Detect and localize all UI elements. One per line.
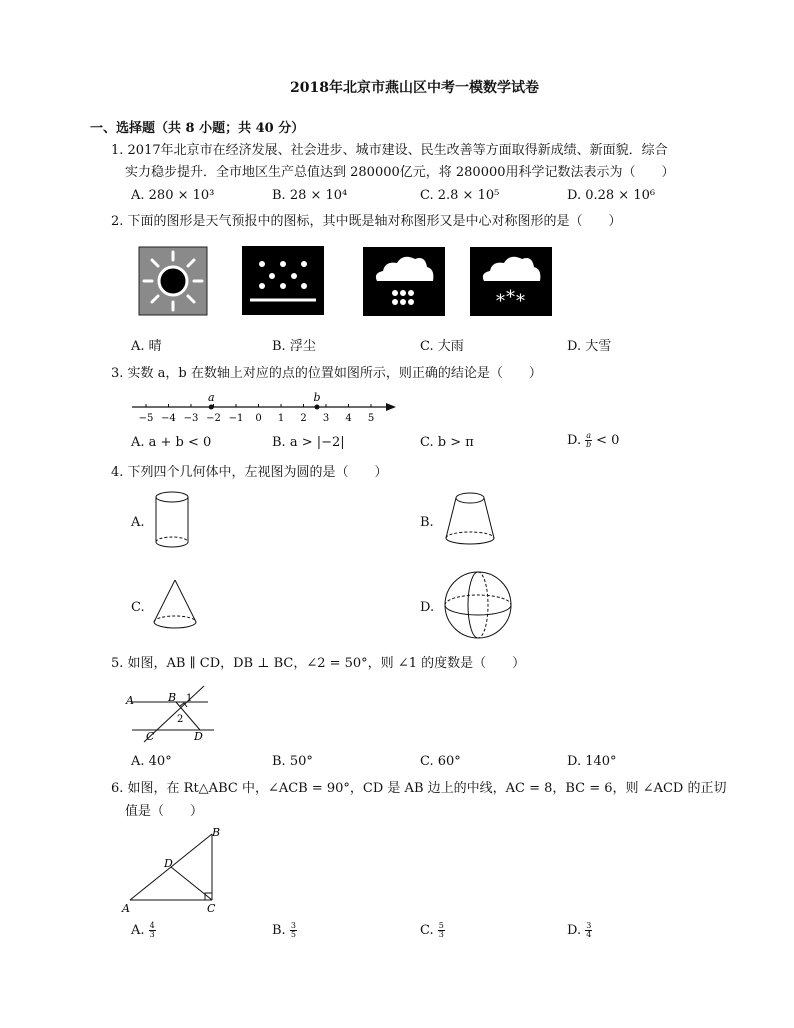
q2-option-c[interactable]: C. 大雨 bbox=[420, 339, 464, 354]
number-line-tick-label: −3 bbox=[183, 413, 199, 424]
q6-label-c: C bbox=[207, 902, 216, 915]
q1-line1: 1. 2017年北京市在经济发展、社会进步、城市建设、民生改善等方面取得新成绩、新面貌．综合 bbox=[111, 143, 668, 158]
svg-text:*: * bbox=[516, 291, 525, 312]
q5-text: 5. 如图，AB ∥ CD，DB ⊥ BC，∠2 = 50°，则 ∠1 的度数是（ ） bbox=[111, 656, 526, 671]
right-triangle-figure bbox=[122, 826, 226, 916]
q4-option-d[interactable]: D. bbox=[420, 600, 435, 615]
q5-label-b: B bbox=[168, 691, 177, 704]
q6-option-c[interactable]: C. $\frac{5}{3}$ bbox=[420, 921, 444, 939]
q3-option-d-fraction: $\frac{a}{b}$ bbox=[586, 431, 592, 449]
svg-text:*: * bbox=[496, 291, 505, 312]
q5-label-angle2: 2 bbox=[177, 714, 184, 725]
number-line-tick-label: 4 bbox=[345, 413, 352, 424]
q4-text: 4. 下列四个几何体中，左视图为圆的是（ ） bbox=[111, 465, 388, 480]
q1-option-d[interactable]: D. 0.28 × 10⁶ bbox=[567, 188, 656, 203]
number-line bbox=[128, 390, 400, 426]
q6-label-b: B bbox=[212, 826, 221, 839]
q3-option-d[interactable] bbox=[567, 432, 619, 449]
q2-option-a[interactable]: A. 晴 bbox=[131, 339, 162, 354]
q6-line1: 6. 如图，在 Rt△ABC 中，∠ACB = 90°，CD 是 AB 边上的中线，AC = 8，BC = 6，则 ∠ACD 的正切 bbox=[111, 781, 727, 796]
q4-option-c[interactable]: C. bbox=[131, 600, 145, 615]
point-a bbox=[209, 405, 214, 410]
number-line-tick-label: 0 bbox=[255, 413, 262, 424]
q3-text: 3. 实数 a，b 在数轴上对应的点的位置如图所示，则正确的结论是（ ） bbox=[111, 366, 542, 381]
svg-text:*: * bbox=[506, 287, 515, 308]
q5-label-c: C bbox=[146, 730, 155, 743]
heavy-rain-icon bbox=[363, 247, 445, 316]
q6-option-b[interactable]: B. $\frac{3}{5}$ bbox=[272, 921, 296, 939]
q4-option-a[interactable]: A. bbox=[131, 515, 145, 530]
q1-option-a[interactable]: A. 280 × 10³ bbox=[131, 188, 215, 203]
q5-label-d: D bbox=[194, 730, 203, 743]
sphere-icon bbox=[442, 570, 514, 640]
q3-option-d-tail: < 0 bbox=[596, 433, 620, 448]
section-heading: 一、选择题（共 8 小题；共 40 分） bbox=[90, 121, 305, 136]
q5-label-a: A bbox=[126, 694, 134, 707]
q6-option-a[interactable]: A. $\frac{4}{3}$ bbox=[131, 921, 155, 939]
q1-option-b[interactable]: B. 28 × 10⁴ bbox=[272, 188, 348, 203]
parallel-lines-figure bbox=[124, 684, 224, 744]
q4-option-b[interactable]: B. bbox=[420, 515, 434, 530]
number-line-tick-label: −5 bbox=[138, 413, 154, 424]
q6-line2: 值是（ ） bbox=[125, 804, 204, 819]
q2-option-d[interactable]: D. 大雪 bbox=[567, 339, 612, 354]
q6-option-d[interactable]: D. $\frac{3}{4}$ bbox=[567, 921, 592, 939]
q3-option-a[interactable]: A. a + b < 0 bbox=[131, 435, 212, 450]
number-line-tick-label: −2 bbox=[206, 413, 221, 424]
page-title: 2018年北京市燕山区中考一模数学试卷 bbox=[290, 80, 539, 96]
q1-line2: 实力稳步提升．全市地区生产总值达到 280000亿元，将 280000用科学记数法表示为（ ） bbox=[125, 165, 675, 180]
frustum-icon bbox=[442, 490, 498, 550]
q5-option-a[interactable]: A. 40° bbox=[131, 754, 172, 769]
q3-option-d-letter: D. bbox=[567, 433, 582, 448]
point-a-label: a bbox=[207, 391, 215, 404]
number-line-tick-label: −4 bbox=[161, 413, 176, 424]
dust-icon bbox=[242, 246, 324, 315]
point-b bbox=[315, 405, 320, 410]
q3-option-b[interactable]: B. a > |−2| bbox=[272, 435, 345, 450]
sun-icon bbox=[139, 247, 207, 315]
q1-option-c[interactable]: C. 2.8 × 10⁵ bbox=[420, 188, 500, 203]
point-b-label: b bbox=[313, 391, 321, 404]
q5-option-d[interactable]: D. 140° bbox=[567, 754, 617, 769]
number-line-tick-label: 1 bbox=[277, 413, 285, 424]
cone-icon bbox=[152, 578, 198, 634]
number-line-tick-label: −1 bbox=[228, 413, 244, 424]
number-line-tick-label: 2 bbox=[300, 413, 307, 424]
q3-option-c[interactable]: C. b > π bbox=[420, 435, 474, 450]
heavy-snow-icon bbox=[470, 247, 552, 316]
q2-text: 2. 下面的图形是天气预报中的图标，其中既是轴对称图形又是中心对称图形的是（ ） bbox=[111, 214, 622, 229]
q5-label-angle1: 1 bbox=[186, 693, 193, 704]
q6-label-d: D bbox=[164, 857, 173, 870]
cylinder-icon bbox=[152, 490, 192, 552]
number-line-tick-label: 3 bbox=[322, 413, 330, 424]
number-line-tick-label: 5 bbox=[367, 413, 375, 424]
q6-label-a: A bbox=[122, 902, 130, 915]
q5-option-b[interactable]: B. 50° bbox=[272, 754, 313, 769]
q5-option-c[interactable]: C. 60° bbox=[420, 754, 461, 769]
q2-option-b[interactable]: B. 浮尘 bbox=[272, 339, 316, 354]
